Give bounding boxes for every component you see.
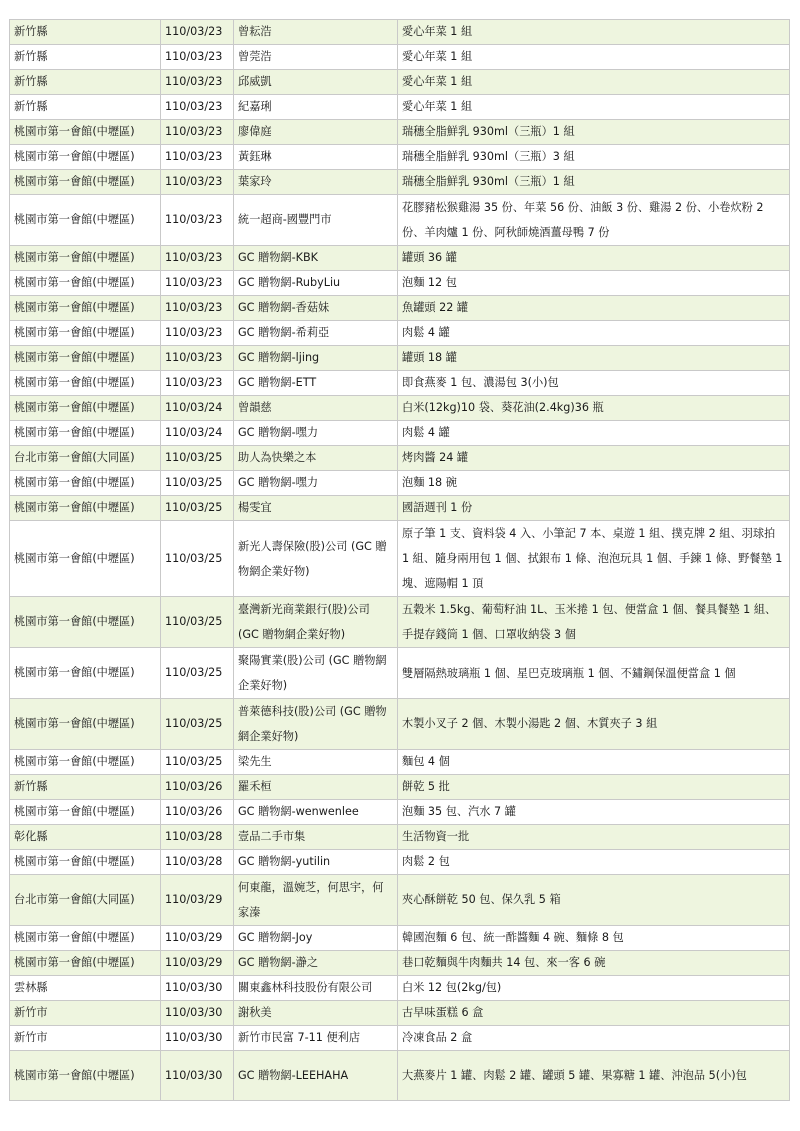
donated-items-cell: 白米(12kg)10 袋、葵花油(2.4kg)36 瓶 — [398, 396, 790, 421]
donation-date-cell: 110/03/23 — [161, 271, 234, 296]
table-row — [10, 296, 790, 321]
donation-unit-cell: 桃園市第一會館(中壢區) — [10, 145, 161, 170]
donor-name-cell: 臺灣新光商業銀行(股)公司 (GC 贈物網企業好物) — [234, 597, 398, 648]
donated-items-cell: 泡麵 12 包 — [398, 271, 790, 296]
donation-unit-cell: 桃園市第一會館(中壢區) — [10, 496, 161, 521]
table-row — [10, 421, 790, 446]
donor-name-cell: GC 贈物網-Joy — [234, 926, 398, 951]
table-row — [10, 1001, 790, 1026]
donation-unit-cell: 新竹縣 — [10, 95, 161, 120]
table-row — [10, 496, 790, 521]
donated-items-cell: 愛心年菜 1 組 — [398, 20, 790, 45]
donation-unit-cell: 桃園市第一會館(中壢區) — [10, 699, 161, 750]
donation-unit-cell: 台北市第一會館(大同區) — [10, 875, 161, 926]
donor-name-cell: GC 贈物網-KBK — [234, 246, 398, 271]
table-row — [10, 396, 790, 421]
donor-name-cell: GC 贈物網-瀞之 — [234, 951, 398, 976]
donation-date-cell: 110/03/23 — [161, 45, 234, 70]
table-row — [10, 246, 790, 271]
donation-unit-cell: 桃園市第一會館(中壢區) — [10, 296, 161, 321]
donor-name-cell: GC 贈物網-RubyLiu — [234, 271, 398, 296]
donated-items-cell: 泡麵 18 碗 — [398, 471, 790, 496]
donation-date-cell: 110/03/25 — [161, 471, 234, 496]
donated-items-cell: 巷口乾麵與牛肉麵共 14 包、來一客 6 碗 — [398, 951, 790, 976]
donated-items-cell: 瑞穗全脂鮮乳 930ml（三瓶）1 組 — [398, 170, 790, 195]
table-row — [10, 271, 790, 296]
table-row — [10, 321, 790, 346]
donated-items-cell: 雙層隔熱玻璃瓶 1 個、星巴克玻璃瓶 1 個、不鏽鋼保溫便當盒 1 個 — [398, 648, 790, 699]
donation-date-cell: 110/03/30 — [161, 1001, 234, 1026]
donor-name-cell: 關東鑫林科技股份有限公司 — [234, 976, 398, 1001]
donation-date-cell: 110/03/23 — [161, 371, 234, 396]
table-row — [10, 750, 790, 775]
table-row — [10, 875, 790, 926]
donated-items-cell: 麵包 4 個 — [398, 750, 790, 775]
donor-name-cell: 梁先生 — [234, 750, 398, 775]
donation-date-cell: 110/03/25 — [161, 446, 234, 471]
donated-items-cell: 韓國泡麵 6 包、統一酢醬麵 4 碗、麵條 8 包 — [398, 926, 790, 951]
table-row — [10, 699, 790, 750]
donation-unit-cell: 桃園市第一會館(中壢區) — [10, 371, 161, 396]
donation-unit-cell: 桃園市第一會館(中壢區) — [10, 321, 161, 346]
donation-unit-cell: 桃園市第一會館(中壢區) — [10, 396, 161, 421]
donated-items-cell: 古早味蛋糕 6 盒 — [398, 1001, 790, 1026]
table-row — [10, 825, 790, 850]
donated-items-cell: 泡麵 35 包、汽水 7 罐 — [398, 800, 790, 825]
table-row — [10, 20, 790, 45]
donation-date-cell: 110/03/28 — [161, 850, 234, 875]
donation-date-cell: 110/03/26 — [161, 800, 234, 825]
donor-name-cell: GC 贈物網-嘿力 — [234, 421, 398, 446]
donation-date-cell: 110/03/25 — [161, 521, 234, 597]
table-row — [10, 521, 790, 597]
table-row — [10, 471, 790, 496]
donation-date-cell: 110/03/24 — [161, 421, 234, 446]
donation-unit-cell: 桃園市第一會館(中壢區) — [10, 951, 161, 976]
donated-items-cell: 白米 12 包(2kg/包) — [398, 976, 790, 1001]
donation-date-cell: 110/03/23 — [161, 120, 234, 145]
donated-items-cell: 肉鬆 4 罐 — [398, 321, 790, 346]
donation-date-cell: 110/03/23 — [161, 95, 234, 120]
donated-items-cell: 愛心年菜 1 組 — [398, 70, 790, 95]
table-row — [10, 170, 790, 195]
donation-date-cell: 110/03/26 — [161, 775, 234, 800]
donated-items-cell: 即食燕麥 1 包、濃湯包 3(小)包 — [398, 371, 790, 396]
table-row — [10, 195, 790, 246]
donor-name-cell: 曾韻慈 — [234, 396, 398, 421]
donor-name-cell: GC 贈物網-希莉亞 — [234, 321, 398, 346]
donation-unit-cell: 台北市第一會館(大同區) — [10, 446, 161, 471]
table-row — [10, 1026, 790, 1051]
donation-unit-cell: 雲林縣 — [10, 976, 161, 1001]
donated-items-cell: 國語週刊 1 份 — [398, 496, 790, 521]
donor-name-cell: GC 贈物網-ETT — [234, 371, 398, 396]
donated-items-cell: 木製小叉子 2 個、木製小湯匙 2 個、木質夾子 3 組 — [398, 699, 790, 750]
donation-unit-cell: 桃園市第一會館(中壢區) — [10, 1051, 161, 1101]
donation-date-cell: 110/03/28 — [161, 825, 234, 850]
donation-date-cell: 110/03/23 — [161, 70, 234, 95]
donation-date-cell: 110/03/23 — [161, 145, 234, 170]
table-row — [10, 926, 790, 951]
donated-items-cell: 肉鬆 2 包 — [398, 850, 790, 875]
donation-unit-cell: 桃園市第一會館(中壢區) — [10, 120, 161, 145]
donor-name-cell: 新光人壽保險(股)公司 (GC 贈物網企業好物) — [234, 521, 398, 597]
donor-name-cell: 黃鈺琳 — [234, 145, 398, 170]
donation-unit-cell: 桃園市第一會館(中壢區) — [10, 246, 161, 271]
donated-items-cell: 魚罐頭 22 罐 — [398, 296, 790, 321]
donor-name-cell: 曾莞浩 — [234, 45, 398, 70]
donation-unit-cell: 桃園市第一會館(中壢區) — [10, 170, 161, 195]
donated-items-cell: 原子筆 1 支、資料袋 4 入、小筆記 7 本、桌遊 1 組、撲克牌 2 組、羽球拍 1 組、隨身兩用包 1 個、拭銀布 1 條、泡泡玩具 1 個、手鍊 1 條、野餐墊 1 塊、遮陽帽 1 頂 — [398, 521, 790, 597]
donation-unit-cell: 新竹縣 — [10, 45, 161, 70]
donation-unit-cell: 桃園市第一會館(中壢區) — [10, 850, 161, 875]
donation-date-cell: 110/03/23 — [161, 246, 234, 271]
donation-date-cell: 110/03/25 — [161, 496, 234, 521]
table-row — [10, 850, 790, 875]
donation-date-cell: 110/03/25 — [161, 648, 234, 699]
donor-name-cell: 廖偉庭 — [234, 120, 398, 145]
donor-name-cell: 謝秋美 — [234, 1001, 398, 1026]
donation-unit-cell: 桃園市第一會館(中壢區) — [10, 346, 161, 371]
donation-unit-cell: 新竹市 — [10, 1001, 161, 1026]
donor-name-cell: GC 贈物網-嘿力 — [234, 471, 398, 496]
donation-date-cell: 110/03/23 — [161, 346, 234, 371]
donated-items-cell: 肉鬆 4 罐 — [398, 421, 790, 446]
donation-unit-cell: 新竹縣 — [10, 20, 161, 45]
table-row — [10, 45, 790, 70]
donation-unit-cell: 桃園市第一會館(中壢區) — [10, 750, 161, 775]
donated-items-cell: 生活物資一批 — [398, 825, 790, 850]
table-row — [10, 371, 790, 396]
donor-name-cell: GC 贈物網-wenwenlee — [234, 800, 398, 825]
donation-date-cell: 110/03/23 — [161, 20, 234, 45]
donated-items-cell: 瑞穗全脂鮮乳 930ml（三瓶）1 組 — [398, 120, 790, 145]
table-row — [10, 1051, 790, 1101]
donation-table — [9, 19, 790, 1101]
donation-date-cell: 110/03/30 — [161, 1051, 234, 1101]
donor-name-cell: GC 贈物網-ljing — [234, 346, 398, 371]
table-row — [10, 775, 790, 800]
table-row — [10, 951, 790, 976]
table-row — [10, 446, 790, 471]
donation-date-cell: 110/03/29 — [161, 951, 234, 976]
donation-unit-cell: 彰化縣 — [10, 825, 161, 850]
donor-name-cell: 紀嘉琍 — [234, 95, 398, 120]
donation-unit-cell: 桃園市第一會館(中壢區) — [10, 195, 161, 246]
donor-name-cell: 葉家玲 — [234, 170, 398, 195]
donation-date-cell: 110/03/23 — [161, 170, 234, 195]
donated-items-cell: 大燕麥片 1 罐、肉鬆 2 罐、罐頭 5 罐、果寡糖 1 罐、沖泡品 5(小)包 — [398, 1051, 790, 1101]
donation-date-cell: 110/03/25 — [161, 699, 234, 750]
donation-unit-cell: 桃園市第一會館(中壢區) — [10, 597, 161, 648]
table-row — [10, 346, 790, 371]
donation-table-body — [10, 20, 790, 1101]
donor-name-cell: 楊雯宜 — [234, 496, 398, 521]
donation-date-cell: 110/03/29 — [161, 926, 234, 951]
donated-items-cell: 罐頭 18 罐 — [398, 346, 790, 371]
donated-items-cell: 愛心年菜 1 組 — [398, 95, 790, 120]
donor-name-cell: GC 贈物網-香菇妹 — [234, 296, 398, 321]
donated-items-cell: 夾心酥餅乾 50 包、保久乳 5 箱 — [398, 875, 790, 926]
donation-unit-cell: 桃園市第一會館(中壢區) — [10, 648, 161, 699]
donation-unit-cell: 新竹市 — [10, 1026, 161, 1051]
donation-date-cell: 110/03/30 — [161, 976, 234, 1001]
donation-unit-cell: 新竹縣 — [10, 70, 161, 95]
donor-name-cell: 羅禾桓 — [234, 775, 398, 800]
table-row — [10, 800, 790, 825]
donation-date-cell: 110/03/23 — [161, 296, 234, 321]
donation-unit-cell: 桃園市第一會館(中壢區) — [10, 800, 161, 825]
donated-items-cell: 餅乾 5 批 — [398, 775, 790, 800]
donation-date-cell: 110/03/24 — [161, 396, 234, 421]
table-row — [10, 70, 790, 95]
donated-items-cell: 五穀米 1.5kg、葡萄籽油 1L、玉米捲 1 包、便當盒 1 個、餐具餐墊 1 組、手提存錢筒 1 個、口罩收納袋 3 個 — [398, 597, 790, 648]
table-row — [10, 648, 790, 699]
donor-name-cell: GC 贈物網-yutilin — [234, 850, 398, 875]
donated-items-cell: 花膠豬松猴雞湯 35 份、年菜 56 份、油飯 3 份、雞湯 2 份、小卷炊粉 2 份、羊肉爐 1 份、阿秋師燒酒薑母鴨 7 份 — [398, 195, 790, 246]
donated-items-cell: 瑞穗全脂鮮乳 930ml（三瓶）3 組 — [398, 145, 790, 170]
donated-items-cell: 罐頭 36 罐 — [398, 246, 790, 271]
table-row — [10, 976, 790, 1001]
donor-name-cell: 普萊德科技(股)公司 (GC 贈物網企業好物) — [234, 699, 398, 750]
donated-items-cell: 烤肉醬 24 罐 — [398, 446, 790, 471]
donation-unit-cell: 桃園市第一會館(中壢區) — [10, 471, 161, 496]
donor-name-cell: GC 贈物網-LEEHAHA — [234, 1051, 398, 1101]
table-row — [10, 145, 790, 170]
donor-name-cell: 新竹市民富 7-11 便利店 — [234, 1026, 398, 1051]
donation-date-cell: 110/03/30 — [161, 1026, 234, 1051]
donor-name-cell: 曾耘浩 — [234, 20, 398, 45]
donation-unit-cell: 桃園市第一會館(中壢區) — [10, 271, 161, 296]
donation-date-cell: 110/03/25 — [161, 597, 234, 648]
donation-date-cell: 110/03/23 — [161, 321, 234, 346]
donation-date-cell: 110/03/29 — [161, 875, 234, 926]
donation-date-cell: 110/03/25 — [161, 750, 234, 775]
donor-name-cell: 聚陽實業(股)公司 (GC 贈物網企業好物) — [234, 648, 398, 699]
donation-unit-cell: 桃園市第一會館(中壢區) — [10, 521, 161, 597]
donor-name-cell: 統一超商-國豐門市 — [234, 195, 398, 246]
donated-items-cell: 冷凍食品 2 盒 — [398, 1026, 790, 1051]
donor-name-cell: 邱威凱 — [234, 70, 398, 95]
table-row — [10, 120, 790, 145]
donation-unit-cell: 新竹縣 — [10, 775, 161, 800]
donation-unit-cell: 桃園市第一會館(中壢區) — [10, 421, 161, 446]
table-row — [10, 597, 790, 648]
donated-items-cell: 愛心年菜 1 組 — [398, 45, 790, 70]
table-row — [10, 95, 790, 120]
donor-name-cell: 助人為快樂之本 — [234, 446, 398, 471]
donation-unit-cell: 桃園市第一會館(中壢區) — [10, 926, 161, 951]
donation-date-cell: 110/03/23 — [161, 195, 234, 246]
donor-name-cell: 何東龍，溫婉芝，何思宇，何家溱 — [234, 875, 398, 926]
donor-name-cell: 壹品二手市集 — [234, 825, 398, 850]
